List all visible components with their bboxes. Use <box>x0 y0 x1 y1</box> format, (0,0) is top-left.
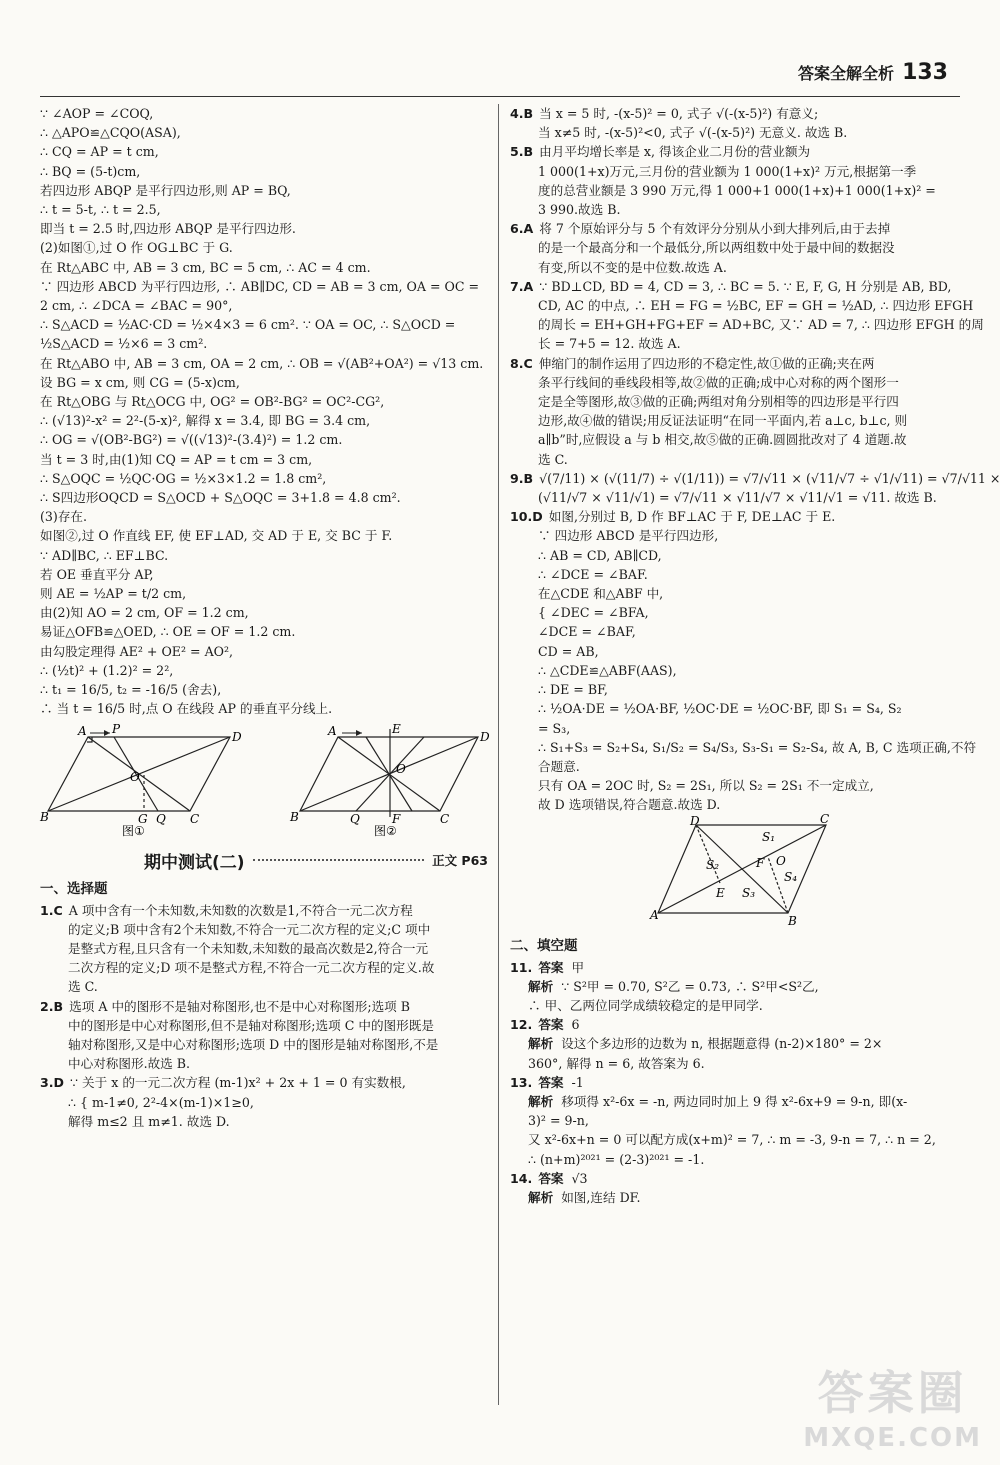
fig1-label: Q <box>156 811 166 826</box>
answer-text: ∴ S₁+S₃ = S₂+S₄, S₁/S₂ = S₄/S₃, S₃-S₁ = S₂-S₄, 故 A, B, C 选项正确,不符 <box>538 739 977 755</box>
answer-text: 当 x≠5 时, -(x-5)²<0, 式子 √(-(x-5)²) 无意义. 故选 B. <box>538 125 848 141</box>
fig1-label: O <box>130 769 140 784</box>
text-line: 若四边形 ABQP 是平行四边形,则 AP = BQ, <box>40 182 291 198</box>
answer-line <box>40 920 488 939</box>
right-column <box>510 104 1000 1425</box>
figure-1 <box>40 721 242 840</box>
analysis-text: 3)² = 9-n, <box>528 1113 589 1129</box>
left-solution-text <box>40 104 488 719</box>
leader-dots <box>253 859 425 861</box>
watermark-line2: MXQE.COM <box>803 1423 982 1453</box>
fig2-label: D <box>480 729 490 744</box>
answer-line <box>510 795 960 814</box>
answer-line <box>510 488 960 507</box>
text-line: 由(2)知 AO = 2 cm, OF = 1.2 cm, <box>40 605 249 621</box>
text-line: ∵ ∠AOP = ∠COQ, <box>40 106 154 121</box>
left-column <box>40 104 488 1425</box>
answer-line <box>510 181 960 200</box>
fig2-label: C <box>440 811 450 826</box>
answer-line <box>510 354 960 373</box>
answer-line <box>510 315 984 334</box>
answer-text: 的是一个最高分和一个最低分,所以两组数中处于最中间的数据没 <box>538 240 895 256</box>
answer-number: 5.B <box>510 144 534 160</box>
answer-line <box>510 642 960 661</box>
analysis-text: 如图,连结 DF. <box>561 1189 641 1205</box>
answer-line <box>510 546 960 565</box>
text-line: 由勾股定理得 AE² + OE² = AO², <box>40 643 234 659</box>
answer-text: 选 C. <box>68 979 98 995</box>
answer-text: 如图,分别过 B, D 作 BF⊥AC 于 F, DE⊥AC 于 E. <box>548 509 836 525</box>
answer-text: 解得 m≤2 且 m≠1. 故选 D. <box>68 1113 230 1129</box>
answer-text: ∠DCE = ∠BAF, <box>538 624 636 640</box>
text-line: ½S△ACD = ½×6 = 3 cm². <box>40 336 208 352</box>
fill-number: 14. <box>510 1170 533 1186</box>
analysis-line <box>510 996 960 1015</box>
fill-number: 13. <box>510 1074 533 1090</box>
analysis-line <box>510 1188 960 1207</box>
answer-line <box>510 142 960 161</box>
fig3-label: S₄ <box>784 869 798 884</box>
answer-text: 边形,故④做的错误;用反证法证明“在同一平面内,若 a⊥c, b⊥c, 则 <box>538 413 908 429</box>
text-line: 在 Rt△ABO 中, AB = 3 cm, OA = 2 cm, ∴ OB = √(AB²+OA²) = √13 cm. <box>40 355 484 371</box>
fig1-label: D <box>232 729 242 744</box>
answer-text: 当 x = 5 时, -(x-5)² = 0, 式子 √(-(x-5)²) 有意义; <box>539 106 819 121</box>
answer-tag: 答案 <box>538 959 564 975</box>
answer-number: 9.B <box>510 470 534 486</box>
answer-number: 4.B <box>510 106 534 121</box>
analysis-line <box>510 1150 960 1169</box>
text-line: 2 cm, ∴ ∠DCA = ∠BAC = 90°, <box>40 298 233 314</box>
answer-line <box>510 526 960 545</box>
text-line: 即当 t = 2.5 时,四边形 ABQP 是平行四边形. <box>40 221 296 237</box>
fig1-label: P <box>112 721 121 736</box>
fig2-label: Q <box>350 811 360 826</box>
answer-line <box>510 334 960 353</box>
fig3-label: A <box>650 907 659 922</box>
fill-number: 12. <box>510 1017 533 1033</box>
fig1-label: C <box>190 811 200 826</box>
answer-text: 故 D 选项错误,符合题意.故选 D. <box>538 797 721 813</box>
answer-text: a∥b”时,应假设 a 与 b 相交,故⑤做的正确.圆圆批改对了 4 道题.故 <box>538 432 907 448</box>
answer-line <box>510 162 960 181</box>
analysis-line <box>510 1092 960 1111</box>
fill-answer-line <box>510 958 960 977</box>
answer-text: 1 000(1+x)万元,三月份的营业额为 1 000(1+x)² 万元,根据第一季 <box>538 163 917 179</box>
answer-tag: 答案 <box>538 1017 564 1033</box>
answer-tag: 答案 <box>538 1170 564 1186</box>
answer-line <box>510 738 977 757</box>
analysis-line <box>510 1034 960 1053</box>
fill-answer: 6 <box>571 1017 580 1033</box>
answer-line <box>40 1035 488 1054</box>
answer-text: 度的总营业额是 3 990 万元,得 1 000+1 000(1+x)+1 000(1+x)² = <box>538 182 936 198</box>
figure-2 <box>278 721 490 840</box>
analysis-line <box>510 1054 960 1073</box>
answer-text: 选项 A 中的图形不是轴对称图形,也不是中心对称图形;选项 B <box>69 998 411 1014</box>
right-answers <box>510 104 1000 815</box>
text-line: ∵ AD∥BC, ∴ EF⊥BC. <box>40 547 169 563</box>
answer-text: 中心对称图形.故选 B. <box>68 1056 191 1072</box>
analysis-text: 360°, 解得 n = 6, 故答案为 6. <box>528 1055 705 1071</box>
answer-text: 轴对称图形,又是中心对称图形;选项 D 中的图形是轴对称图形,不是 <box>68 1036 439 1052</box>
fig3-label: S₁ <box>762 829 776 844</box>
page-header <box>798 60 948 85</box>
fill-answer-line <box>510 1073 960 1092</box>
text-line: ∴ CQ = AP = t cm, <box>40 144 159 160</box>
answer-line <box>510 411 960 430</box>
text-line: 当 t = 3 时,由(1)知 CQ = AP = t cm = 3 cm, <box>40 451 313 467</box>
fig2-caption: 图② <box>374 823 397 838</box>
section-heading-choice: 一、选择题 <box>40 880 108 897</box>
text-line: ∴ t = 5-t, ∴ t = 2.5, <box>40 202 161 218</box>
answer-text: ∴ △CDE≌△ABF(AAS), <box>538 662 677 678</box>
answer-line <box>510 123 960 142</box>
answer-text: ∴ ½OA·DE = ½OA·BF, ½OC·DE = ½OC·BF, 即 S₁ = S₄, S₂ <box>538 701 902 717</box>
answer-text: ∴ { m-1≠0, 2²-4×(m-1)×1≥0, <box>68 1094 254 1110</box>
answer-line <box>510 622 960 641</box>
answer-number: 10.D <box>510 509 543 525</box>
answer-text: CD, AC 的中点, ∴ EH = FG = ½BC, EF = GH = ½AD, ∴ 四边形 EFGH <box>538 298 974 314</box>
test-heading <box>40 848 488 873</box>
answer-text: 长 = 7+5 = 12. 故选 A. <box>538 336 681 352</box>
answer-line <box>40 1093 488 1112</box>
fill-number: 11. <box>510 959 533 975</box>
answer-text: 在△CDE 和△ABF 中, <box>538 586 664 602</box>
answer-text: A 项中含有一个未知数,未知数的次数是1,不符合一元二次方程 <box>68 902 413 918</box>
section-heading-fill: 二、填空题 <box>510 937 578 954</box>
text-line: 在 Rt△OBG 与 Rt△OCG 中, OG² = OB²-BG² = OC²-CG², <box>40 394 385 410</box>
answer-text: 选 C. <box>538 451 568 467</box>
fig3-label: B <box>788 913 797 928</box>
answer-text: CD = AB, <box>538 643 599 659</box>
fig2-label: E <box>392 721 401 736</box>
fig3-label: O <box>776 853 786 868</box>
answer-line <box>510 584 960 603</box>
answer-line <box>510 776 960 795</box>
answer-line <box>510 219 960 238</box>
fig1-label: G <box>138 811 148 826</box>
fig3-label: S₂ <box>706 857 720 872</box>
header-title: 答案全解全析 <box>798 64 895 83</box>
analysis-tag: 解析 <box>528 1036 554 1052</box>
answer-number: 1.C <box>40 902 63 918</box>
fig1-label: A <box>78 723 87 738</box>
fig3-label: S₃ <box>742 885 756 900</box>
fill-answer: √3 <box>571 1170 588 1186</box>
analysis-tag: 解析 <box>528 978 554 994</box>
answer-text: ∵ 关于 x 的一元二次方程 (m-1)x² + 2x + 1 = 0 有实数根, <box>70 1075 406 1091</box>
analysis-line <box>510 1111 960 1130</box>
answer-text: 合题意. <box>538 758 580 774</box>
fig3-label: C <box>820 811 830 826</box>
figure-row <box>40 721 490 840</box>
text-line: ∴ S△ACD = ½AC·CD = ½×4×3 = 6 cm². ∵ OA = OC, ∴ S△OCD = <box>40 317 456 333</box>
choice-answers <box>40 901 488 1131</box>
fig1-caption: 图① <box>122 823 145 838</box>
text-line: ∴ BQ = (5-t)cm, <box>40 163 141 179</box>
fill-answers <box>510 958 960 1208</box>
fig2-label: F <box>392 811 401 826</box>
answer-line <box>510 238 960 257</box>
figure-3 <box>650 811 960 930</box>
fill-answer-line <box>510 1169 960 1188</box>
answer-text: 的定义;B 项中含有2个未知数,不符合一元二次方程的定义;C 项中 <box>68 921 431 937</box>
text-line: ∴ (√13)²-x² = 2²-(5-x)², 解得 x = 3.4, 即 BG = 3.4 cm, <box>40 413 371 429</box>
answer-text: 由月平均增长率是 x, 得该企业二月份的营业额为 <box>539 144 811 160</box>
answer-text: 的周长 = EH+GH+FG+EF = AD+BC, 又∵ AD = 7, ∴ 四边形 EFGH 的周 <box>538 317 984 333</box>
answer-text: { ∠DEC = ∠BFA, <box>538 605 649 621</box>
answer-number: 2.B <box>40 998 64 1014</box>
answer-text: √(7/11) × (√(11/7) ÷ √(1/11)) = √7/√11 × (√11/√7 ÷ √1/√11) = √7/√11 × <box>539 470 1000 486</box>
answer-line <box>40 977 488 996</box>
answer-text: ∴ DE = BF, <box>538 682 608 698</box>
text-line: ∴ (½t)² + (1.2)² = 2², <box>40 662 174 678</box>
column-divider <box>498 104 499 1405</box>
fill-answer-line <box>510 1015 960 1034</box>
answer-line <box>510 277 960 296</box>
analysis-text: ∴ 甲、乙两位同学成绩较稳定的是甲同学. <box>528 997 763 1013</box>
fig2-label: B <box>290 809 299 824</box>
text-line: ∴ t₁ = 16/5, t₂ = -16/5 (舍去), <box>40 682 222 698</box>
answer-text: (√11/√7 × √11/√1) = √7/√11 × √11/√7 × √11/√1 = √11. 故选 B. <box>538 490 937 506</box>
text-line: ∴ S四边形OQCD = S△OCD + S△OQC = 3+1.8 = 4.8 cm². <box>40 490 401 506</box>
answer-text: 只有 OA = 2OC 时, S₂ = 2S₁, 所以 S₂ = 2S₁ 不一定成立, <box>538 778 874 794</box>
analysis-text: 又 x²-6x+n = 0 可以配方成(x+m)² = 7, ∴ m = -3, 9-n = 7, ∴ n = 2, <box>528 1132 936 1148</box>
answer-line <box>510 565 960 584</box>
text-line: ∴ S△OQC = ½QC·OG = ½×3×1.2 = 1.8 cm², <box>40 470 327 486</box>
answer-line <box>510 296 974 315</box>
answer-tag: 答案 <box>538 1074 564 1090</box>
answer-line <box>40 1054 488 1073</box>
answer-text: ∵ BD⊥CD, BD = 4, CD = 3, ∴ BC = 5. ∵ E, F, G, H 分别是 AB, BD, <box>539 278 952 294</box>
test-page-ref: 正文 P63 <box>432 853 488 868</box>
fig2-label: A <box>328 723 337 738</box>
analysis-text: 移项得 x²-6x = -n, 两边同时加上 9 得 x²-6x+9 = 9-n, 即(x- <box>561 1093 908 1109</box>
text-line: ∴ 当 t = 16/5 时,点 O 在线段 AP 的垂直平分线上. <box>40 701 333 717</box>
answer-line <box>510 200 960 219</box>
answer-line <box>510 507 960 526</box>
answer-line <box>510 430 960 449</box>
answer-line <box>510 469 1000 488</box>
answer-text: 定是全等图形,故③做的正确;两组对角分别相等的四边形是平行四 <box>538 394 899 410</box>
answer-text: 伸缩门的制作运用了四边形的不稳定性,故①做的正确;夹在两 <box>538 355 875 371</box>
answer-number: 8.C <box>510 355 533 371</box>
watermark-line1: 答案圈 <box>817 1366 968 1420</box>
answer-line <box>510 392 960 411</box>
text-line: 则 AE = ½AP = t/2 cm, <box>40 586 187 602</box>
watermark-logo <box>803 1357 982 1453</box>
answer-line <box>510 450 960 469</box>
answer-text: 将 7 个原始评分与 5 个有效评分分别从小到大排列后,由于去掉 <box>539 221 891 237</box>
answer-line <box>40 958 488 977</box>
analysis-text: ∴ (n+m)²⁰²¹ = (2-3)²⁰²¹ = -1. <box>528 1151 705 1167</box>
answer-line <box>40 1112 488 1131</box>
text-line: 易证△OFB≌△OED, ∴ OE = OF = 1.2 cm. <box>40 624 296 640</box>
answer-line <box>510 373 960 392</box>
fig2-label: O <box>396 761 406 776</box>
answer-line <box>40 1073 488 1092</box>
answer-text: 二次方程的定义;D 项不是整式方程,不符合一元二次方程的定义.故 <box>68 960 435 976</box>
text-line: ∴ OG = √(OB²-BG²) = √((√13)²-(3.4)²) = 1.2 cm. <box>40 432 343 448</box>
answer-text: ∵ 四边形 ABCD 是平行四边形, <box>538 528 719 544</box>
answer-line <box>510 104 960 123</box>
answer-text: ∴ ∠DCE = ∠BAF. <box>538 566 648 582</box>
text-line: ∵ 四边形 ABCD 为平行四边形, ∴ AB∥DC, CD = AB = 3 cm, OA = OC = <box>40 278 480 294</box>
answer-number: 3.D <box>40 1075 65 1091</box>
answer-line <box>510 719 960 738</box>
answer-text: ∴ AB = CD, AB∥CD, <box>538 547 662 563</box>
fill-answer: -1 <box>571 1074 584 1090</box>
answer-text: 中的图形是中心对称图形,但不是轴对称图形;选项 C 中的图形既是 <box>68 1017 434 1033</box>
fig3-label: D <box>690 813 700 828</box>
page-number: 133 <box>902 60 948 85</box>
analysis-text: ∵ S²甲 = 0.70, S²乙 = 0.73, ∴ S²甲<S²乙, <box>561 978 819 994</box>
fig3-label: E <box>716 885 725 900</box>
fig3-label: F <box>756 855 765 870</box>
answer-number: 6.A <box>510 221 534 237</box>
analysis-line <box>510 977 960 996</box>
text-line: (2)如图①,过 O 作 OG⊥BC 于 G. <box>40 240 233 256</box>
answer-line <box>510 603 960 622</box>
text-line: 在 Rt△ABC 中, AB = 3 cm, BC = 5 cm, ∴ AC = 4 cm. <box>40 259 371 275</box>
answer-line <box>510 699 960 718</box>
answer-line <box>40 1016 488 1035</box>
text-line: ∴ △APO≌△CQO(ASA), <box>40 125 181 141</box>
answer-line <box>510 661 960 680</box>
answer-line <box>40 939 488 958</box>
text-line: (3)存在. <box>40 509 88 525</box>
answer-number: 7.A <box>510 278 534 294</box>
answer-line <box>510 680 960 699</box>
text-line: 设 BG = x cm, 则 CG = (5-x)cm, <box>40 374 240 390</box>
header-rule <box>40 96 960 97</box>
answer-text: = S₃, <box>538 720 571 736</box>
answer-line <box>40 901 488 920</box>
text-line: 如图②,过 O 作直线 EF, 使 EF⊥AD, 交 AD 于 E, 交 BC 于 F. <box>40 528 393 544</box>
answer-text: 3 990.故选 B. <box>538 202 621 218</box>
analysis-tag: 解析 <box>528 1189 554 1205</box>
answer-text: 条平行线间的垂线段相等,故②做的正确;成中心对称的两个图形一 <box>538 374 899 390</box>
test-title: 期中测试(二) <box>144 852 245 873</box>
analysis-text: 设这个多边形的边数为 n, 根据题意得 (n-2)×180° = 2× <box>561 1036 883 1052</box>
answer-text: 是整式方程,且只含有一个未知数,未知数的最高次数是2,符合一元 <box>68 940 429 956</box>
fill-answer: 甲 <box>571 959 585 975</box>
text-line: 若 OE 垂直平分 AP, <box>40 566 154 582</box>
analysis-tag: 解析 <box>528 1093 554 1109</box>
answer-line <box>40 997 488 1016</box>
analysis-line <box>510 1130 960 1149</box>
answer-text: 有变,所以不变的是中位数.故选 A. <box>538 259 727 275</box>
answer-line <box>510 258 960 277</box>
answer-line <box>510 757 960 776</box>
fig1-label: B <box>40 809 49 824</box>
